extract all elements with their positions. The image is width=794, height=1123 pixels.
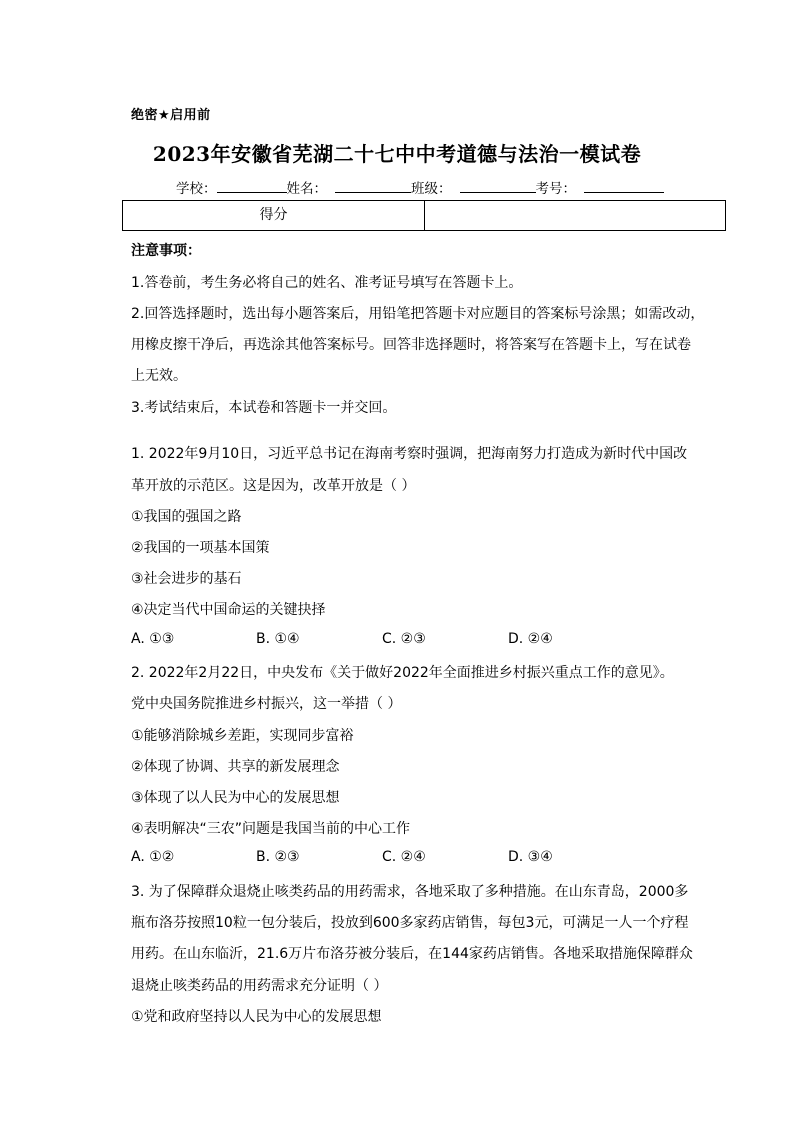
note-line: 2.回答选择题时，选出每小题答案后，用铅笔把答题卡对应题目的答案标号涂黑；如需改动， xyxy=(131,306,705,322)
option-c[interactable]: C. ②④ xyxy=(382,849,426,865)
question-1-stem: 革开放的示范区。这是因为，改革开放是（ ） xyxy=(131,478,416,494)
question-3-statement: ①党和政府坚持以人民为中心的发展思想 xyxy=(131,1009,382,1025)
question-1-stem: 1. 2022年9月10日，习近平总书记在海南考察时强调，把海南努力打造成为新时代中国改 xyxy=(131,446,688,462)
note-line: 1.答卷前，考生务必将自己的姓名、准考证号填写在答题卡上。 xyxy=(131,275,523,291)
school-label: 学校： xyxy=(176,181,217,197)
question-2-statement: ④表明解决“三农”问题是我国当前的中心工作 xyxy=(131,821,411,837)
name-label: 姓名： xyxy=(286,181,327,197)
option-a[interactable]: A. ①② xyxy=(131,849,175,865)
name-blank[interactable] xyxy=(335,180,411,193)
class-label: 班级： xyxy=(411,181,452,197)
question-1-statement: ①我国的强国之路 xyxy=(131,509,242,525)
question-1-statement: ④决定当代中国命运的关键抉择 xyxy=(131,602,326,618)
student-info-row xyxy=(176,177,664,197)
score-cell[interactable] xyxy=(425,201,725,230)
question-2-stem: 党中央国务院推进乡村振兴，这一举措（ ） xyxy=(131,696,402,712)
score-label: 得分 xyxy=(123,201,425,230)
question-2-statement: ③体现了以人民为中心的发展思想 xyxy=(131,790,340,806)
score-table xyxy=(122,200,726,231)
option-d[interactable]: D. ③④ xyxy=(508,849,553,865)
question-3-stem: 瓶布洛芬按照10粒一包分装后，投放到600多家药店销售，每包3元，可满足一人一个疗程 xyxy=(131,915,689,931)
option-a[interactable]: A. ①③ xyxy=(131,631,175,647)
question-1-statement: ②我国的一项基本国策 xyxy=(131,540,270,556)
question-1-statement: ③社会进步的基石 xyxy=(131,571,242,587)
option-b[interactable]: B. ②③ xyxy=(256,849,300,865)
school-blank[interactable] xyxy=(217,180,287,193)
note-line: 3.考试结束后，本试卷和答题卡一并交回。 xyxy=(131,400,397,416)
note-line: 上无效。 xyxy=(131,368,187,384)
exam-no-label: 考号： xyxy=(535,181,576,197)
question-3-stem: 3. 为了保障群众退烧止咳类药品的用药需求，各地采取了多种措施。在山东青岛，2000多 xyxy=(131,884,689,900)
question-3-stem: 退烧止咳类药品的用药需求充分证明（ ） xyxy=(131,978,388,994)
option-d[interactable]: D. ②④ xyxy=(508,631,553,647)
question-2-statement: ②体现了协调、共享的新发展理念 xyxy=(131,759,340,775)
question-2-stem: 2. 2022年2月22日，中央发布《关于做好2022年全面推进乡村振兴重点工作的意见》。 xyxy=(131,665,674,681)
class-blank[interactable] xyxy=(460,180,536,193)
notes-heading: 注意事项： xyxy=(131,243,201,259)
note-line: 用橡皮擦干净后，再选涂其他答案标号。回答非选择题时，将答案写在答题卡上，写在试卷 xyxy=(131,337,691,353)
exam-no-blank[interactable] xyxy=(584,180,664,193)
exam-title: 2023年安徽省芜湖二十七中中考道德与法治一模试卷 xyxy=(152,142,642,166)
secret-mark: 绝密★启用前 xyxy=(131,108,211,123)
question-3-stem: 用药。在山东临沂，21.6万片布洛芬被分装后，在144家药店销售。各地采取措施保障群众 xyxy=(131,946,693,962)
option-b[interactable]: B. ①④ xyxy=(256,631,300,647)
question-2-statement: ①能够消除城乡差距，实现同步富裕 xyxy=(131,728,354,744)
option-c[interactable]: C. ②③ xyxy=(382,631,426,647)
